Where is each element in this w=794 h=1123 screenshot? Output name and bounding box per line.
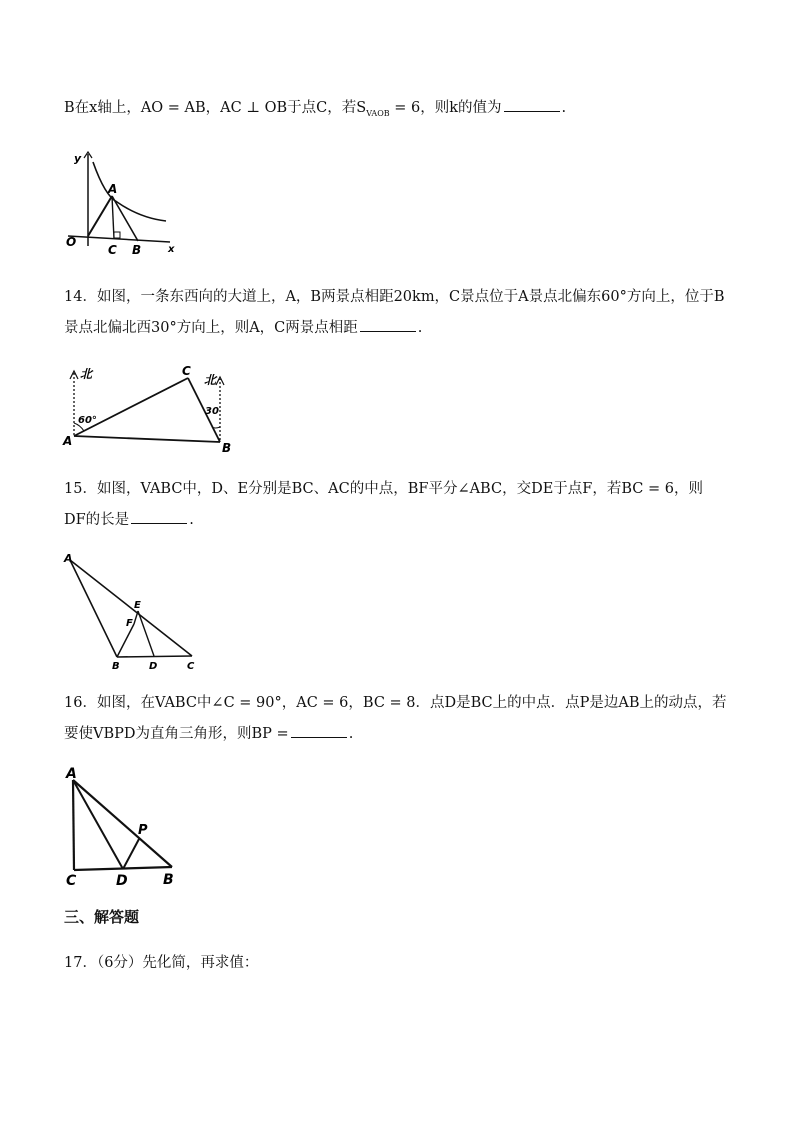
north-label-right: 北 bbox=[204, 373, 217, 387]
point-label-p: P bbox=[138, 823, 148, 838]
answer-blank[interactable] bbox=[131, 511, 187, 524]
point-label-a: A bbox=[64, 552, 73, 565]
point-label-e: E bbox=[134, 600, 141, 611]
q15-text-2: DF的长是 . bbox=[64, 512, 194, 528]
point-label-c: C bbox=[187, 661, 195, 672]
q14-text-1: 14．如图，一条东西向的大道上，A，B两景点相距20km，C景点位于A景点北偏东60°方向上，位于B bbox=[64, 289, 725, 305]
q14-figure bbox=[60, 365, 240, 455]
point-label-f: F bbox=[126, 618, 133, 629]
point-label-a: A bbox=[63, 434, 73, 448]
q17-text: 17．（6分）先化简，再求值： bbox=[64, 955, 259, 971]
axis-label-y: y bbox=[74, 152, 82, 165]
q13-figure bbox=[60, 148, 180, 260]
q15-figure bbox=[60, 548, 210, 674]
point-label-o: O bbox=[66, 235, 77, 249]
point-label-d: D bbox=[116, 873, 128, 889]
north-label-left: 北 bbox=[80, 367, 93, 381]
point-label-b: B bbox=[132, 243, 142, 257]
point-label-a: A bbox=[66, 766, 77, 782]
point-label-b: B bbox=[222, 441, 232, 455]
axis-label-x: x bbox=[168, 244, 175, 255]
q16-text-1: 16．如图，在VABC中∠C = 90°，AC = 6，BC = 8．点D是BC上的中点．点P是边AB上的动点，若 bbox=[64, 695, 727, 711]
answer-blank[interactable] bbox=[504, 99, 560, 112]
angle-label-60: 60° bbox=[78, 415, 97, 426]
q16-text-2: 要使VBPD为直角三角形，则BP = . bbox=[64, 726, 354, 742]
q15-text-1: 15．如图，VABC中，D、E分别是BC、AC的中点，BF平分∠ABC，交DE于点F，若BC = 6，则 bbox=[64, 481, 703, 497]
point-label-b: B bbox=[112, 661, 120, 672]
point-label-a: A bbox=[108, 182, 118, 196]
point-label-c: C bbox=[108, 243, 117, 257]
q14-text-2: 景点北偏北西30°方向上，则A，C两景点相距 . bbox=[64, 320, 423, 336]
point-label-c: C bbox=[66, 873, 77, 889]
point-label-b: B bbox=[163, 872, 174, 888]
section-heading: 三、解答题 bbox=[64, 908, 140, 926]
point-label-c: C bbox=[182, 365, 191, 378]
answer-blank[interactable] bbox=[291, 725, 347, 738]
angle-label-30: 30 bbox=[205, 406, 219, 417]
q16-figure bbox=[60, 764, 190, 890]
q13-text: B在x轴上，AO = AB，AC ⊥ OB于点C，若$S_{VAOB} = 6$，则k的值为 . bbox=[64, 100, 567, 118]
answer-blank[interactable] bbox=[360, 319, 416, 332]
point-label-d: D bbox=[149, 661, 158, 672]
